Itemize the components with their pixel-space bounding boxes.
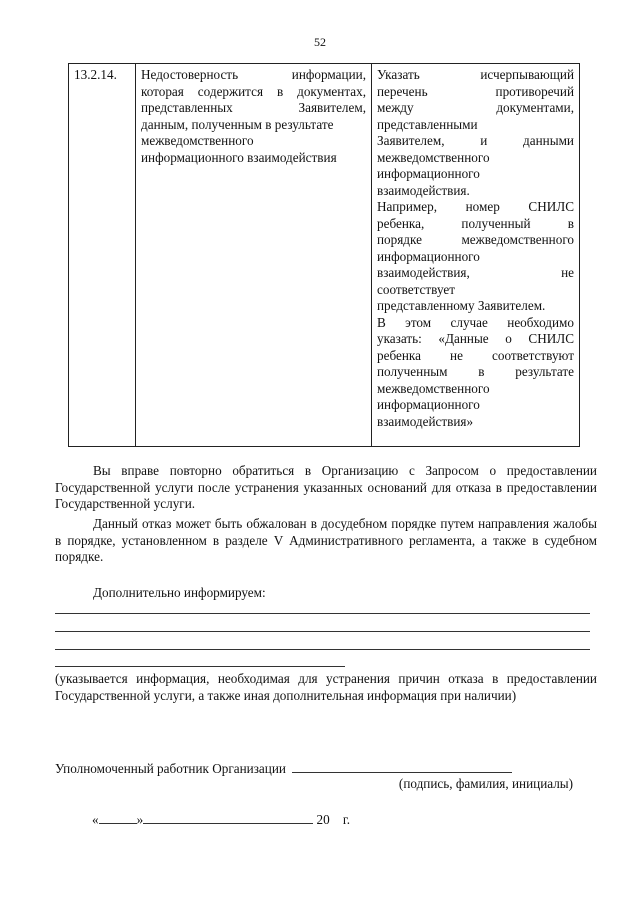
cell-line: между документами, <box>377 100 574 115</box>
refusal-reasons-table <box>68 63 580 447</box>
cell-line: межведомственного <box>377 380 490 396</box>
cell-line: взаимодействия. <box>377 182 470 198</box>
additional-info-line <box>55 613 590 614</box>
appeal-paragraph: Данный отказ может быть обжалован в досудебном порядке путем направления жалобы в порядке, установленном в разделе V Административного регламента, а также в судебном порядке. <box>55 516 597 564</box>
signature-row <box>55 760 595 778</box>
signature-label: Уполномоченный работник Организации <box>55 761 286 776</box>
cell-line: информационного <box>377 166 480 181</box>
cell-line: информационного взаимодействия <box>141 149 337 165</box>
cell-line: порядке межведомственного <box>377 232 574 247</box>
cell-line: представленных Заявителем, <box>141 100 366 115</box>
additional-info-label: Дополнительно информируем: <box>93 585 266 600</box>
explanation-cell <box>372 64 580 447</box>
table-row <box>69 64 580 447</box>
month-blank <box>143 811 313 824</box>
day-blank <box>99 811 137 824</box>
page-number: 52 <box>314 35 326 49</box>
cell-line: взаимодействия» <box>377 413 474 429</box>
cell-line: Указать исчерпывающий <box>377 67 574 82</box>
year-suffix: г. <box>342 812 351 827</box>
additional-info-note: (указывается информация, необходимая для устранения причин отказа в предоставлении Государственной услуги, а также иная дополнительная информация при наличии) <box>55 671 597 703</box>
cell-line: взаимодействия, не <box>377 265 574 280</box>
cell-line: В этом случае необходимо <box>377 314 574 330</box>
reason-text <box>141 67 366 166</box>
explanation-text <box>377 67 574 430</box>
cell-line: межведомственного <box>377 149 490 165</box>
row-number-cell <box>69 64 136 447</box>
cell-line: соответствует <box>377 281 455 297</box>
cell-line: Недостоверность информации, <box>141 67 366 82</box>
repeat-request-paragraph: Вы вправе повторно обратиться в Организацию с Запросом о предоставлении Государственной услуги после устранения указанных оснований для отказа в предоставлении Государственной услуги. <box>55 463 597 511</box>
cell-line: ребенка не соответствуют <box>377 347 574 363</box>
cell-line: Заявителем, и данными <box>377 133 574 148</box>
cell-line: информационного <box>377 248 480 264</box>
cell-line: представленными <box>377 116 478 132</box>
cell-line: данным, полученным в результате <box>141 116 334 132</box>
signature-line <box>292 760 512 773</box>
cell-line: информационного <box>377 397 480 412</box>
additional-info-line <box>55 666 345 667</box>
signature-caption: (подпись, фамилия, инициалы) <box>398 776 574 791</box>
cell-line: указать: «Данные о СНИЛС <box>377 331 574 346</box>
reason-cell <box>136 64 372 447</box>
year-prefix: 20 <box>316 812 330 827</box>
cell-line: ребенка, полученный в <box>377 215 574 231</box>
cell-line: полученным в результате <box>377 364 574 379</box>
cell-line: межведомственного <box>141 133 254 148</box>
cell-line: Например, номер СНИЛС <box>377 199 574 214</box>
date-close-quote: » <box>136 812 144 827</box>
additional-info-line <box>55 631 590 632</box>
cell-line: перечень противоречий <box>377 83 574 99</box>
cell-line: которая содержится в документах, <box>141 83 366 99</box>
date-open-quote: « <box>92 812 99 827</box>
row-number: 13.2.14. <box>74 67 117 82</box>
cell-line: представленному Заявителем. <box>377 298 546 313</box>
additional-info-line <box>55 649 590 650</box>
date-line <box>92 811 392 829</box>
